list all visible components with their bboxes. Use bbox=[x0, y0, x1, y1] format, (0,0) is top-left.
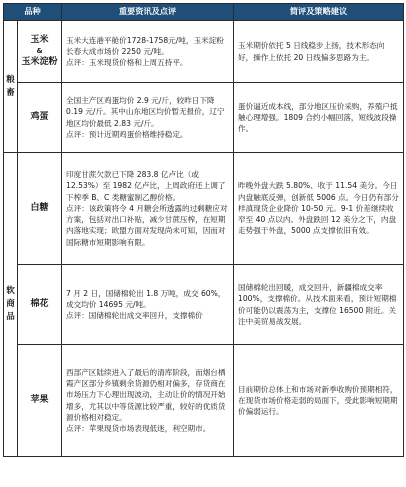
news-cell bbox=[62, 345, 234, 457]
table-row bbox=[4, 153, 404, 265]
news-text: 玉米大连港平舱价1728-1758元/吨，玉米淀粉长春大成市场价 2250 元/吨。 bbox=[66, 35, 224, 56]
variety-name-line1: 玉米 bbox=[30, 35, 49, 45]
advice-text: 昨晚外盘大跌 5.80%、收于 11.54 美分。今日内盘触底反弹，创新低 5006 点。今日仍有部分样滇现货企业降价 10-50 元。9-1 价差继续收窄至 40 点以内。外盘跌回 12 美分之下，内盘走势强于外盘，5000 点支撑依旧有效。 bbox=[238, 181, 399, 236]
table-row bbox=[4, 83, 404, 153]
sector-label-grain: 粮畜 bbox=[4, 21, 18, 153]
advice-cell bbox=[234, 21, 404, 83]
sector-label-soft: 软商品 bbox=[4, 153, 18, 457]
table-row bbox=[4, 265, 404, 345]
advice-text: 目前期价总体上和市场对新季收购价预期相符，在现货市场价格走弱的局面下，受此影响短期期价偏弱运行。 bbox=[238, 384, 398, 417]
advice-cell bbox=[234, 265, 404, 345]
news-cell bbox=[62, 21, 234, 83]
variety-name-sugar: 白糖 bbox=[18, 153, 62, 265]
advice-cell bbox=[234, 345, 404, 457]
news-cell bbox=[62, 153, 234, 265]
advice-text: 国储棉轮出回暖，成交回升，新疆棉成交率 100%，支撑棉价。从技术面来看，预计短期棉价可能仍以震荡为主，支撑位 16500 附近。关注中美贸易战发展。 bbox=[238, 283, 397, 326]
report-table bbox=[3, 3, 404, 457]
news-text: 西部产区陆续进入了最后的清库阶段，而烟台栖霞产区部分乡镇剩余货源仍相对偏多，存货商在市场压力下心理出现波动，主动让价的情况开始增多，尤其以中等货源比较严重，较好的优质货源价格相对稳定。 bbox=[66, 367, 226, 422]
variety-name-corn bbox=[18, 21, 62, 83]
advice-cell bbox=[234, 83, 404, 153]
news-comment: 点评：国储棉轮出成交率回升，支撑棉价 bbox=[66, 311, 203, 321]
variety-name-cotton: 棉花 bbox=[18, 265, 62, 345]
table-row bbox=[4, 345, 404, 457]
header-variety: 品种 bbox=[4, 4, 62, 21]
news-cell bbox=[62, 83, 234, 153]
advice-cell bbox=[234, 153, 404, 265]
variety-name-line2: 玉米淀粉 bbox=[21, 57, 58, 67]
news-comment: 点评：玉米现货价格和上周五持平。 bbox=[66, 58, 188, 68]
advice-text: 玉米期价依托 5 日线稳步上扬，技术形态向好，操作上依托 20 日线偏多思路为主。 bbox=[238, 41, 385, 62]
news-comment: 点评：该政策将令 4 月糖会所透露的过剩糖应对方案，包括对出口补贴，减少甘蔗压榨，在短期内落地实现；欧盟方面对发现尚未可知，因而对国际糖市短期影响有限。 bbox=[66, 203, 228, 247]
news-comment: 点评：苹果现货市场表现低迷，利空期市。 bbox=[66, 423, 211, 433]
news-text: 印度甘蔗欠款已下降 283.8 亿卢比（或 12.53%）至 1982 亿卢比，上周政府还上调了下榨季 B、C 类糖蜜制乙醇价格。 bbox=[66, 170, 226, 202]
news-text: 7 月 2 日，国储棉轮出 1.8 万吨，成交 60%，成交均价 14695 元/吨。 bbox=[66, 288, 226, 309]
header-advice: 简评及策略建议 bbox=[234, 4, 404, 21]
news-cell bbox=[62, 265, 234, 345]
variety-name-eggs: 鸡蛋 bbox=[18, 83, 62, 153]
header-news: 重要资讯及点评 bbox=[62, 4, 234, 21]
table-row bbox=[4, 21, 404, 83]
news-comment: 点评：预计近期鸡蛋价格维持稳定。 bbox=[66, 129, 188, 139]
variety-name-apple: 苹果 bbox=[18, 345, 62, 457]
variety-name-amp: & bbox=[36, 47, 43, 55]
advice-text: 蛋价逼近成本线，部分地区压价采购，养殖户抵触心理增强。1809 合约小幅回落，短线波段操作。 bbox=[238, 101, 398, 134]
header-row bbox=[4, 4, 404, 21]
news-text: 全国主产区鸡蛋均价 2.9 元/斤，较昨日下降 0.19 元/斤。其中山东地区均价暂无报价，辽宁地区均价最低 2.83 元/斤。 bbox=[66, 96, 225, 128]
